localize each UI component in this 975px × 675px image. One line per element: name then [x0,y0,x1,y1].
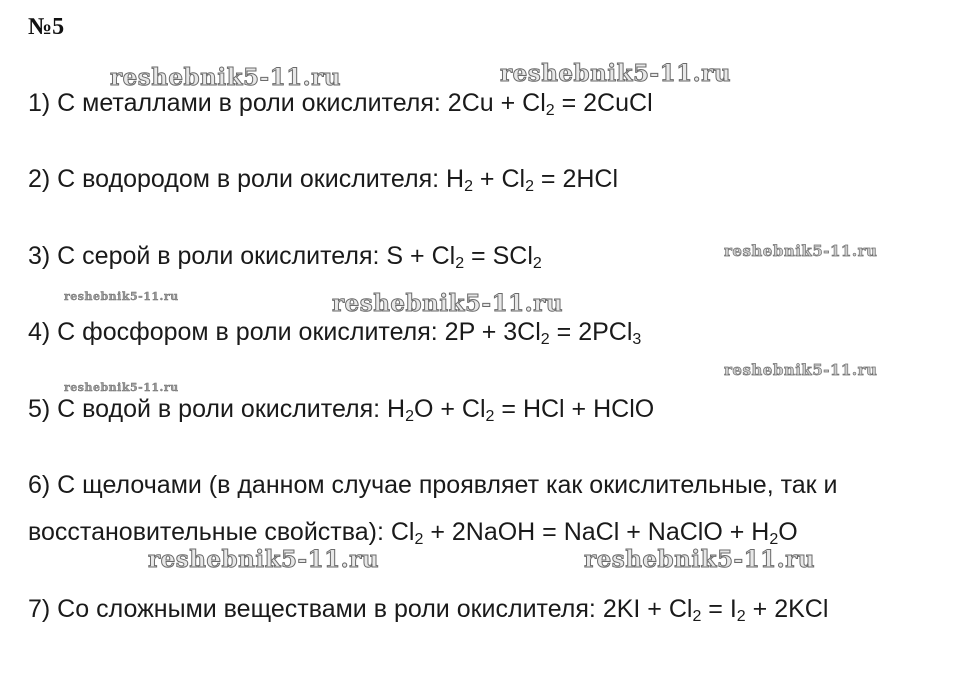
line-5-pre: 5) С водой в роли окислителя: H [28,395,406,423]
line-4-pre: 4) С фосфором в роли окислителя: 2P + 3Cl [28,318,541,346]
line-7-pre: 7) Со сложными веществами в роли окислителя: 2KI + Cl [28,595,693,623]
line-7-sub-2: 2 [736,608,746,625]
watermark: reshebnik5-11.ru [500,60,731,87]
watermark: reshebnik5-11.ru [724,242,878,260]
line-4-mid: = 2PCl [549,318,633,346]
watermark: reshebnik5-11.ru [64,290,179,303]
line-6b-tail: O [778,518,798,546]
line-3-pre: 3) С серой в роли окислителя: S + Cl [28,242,456,270]
watermark: reshebnik5-11.ru [110,64,341,91]
line-6b-pre: восстановительные свойства): Cl [28,518,415,546]
line-1-sub-1: 2 [545,102,555,119]
line-4-sub-2: 3 [632,331,642,348]
reaction-line-5 [28,394,654,424]
line-2-mid: + Cl [472,165,526,193]
watermark: reshebnik5-11.ru [724,361,878,379]
line-5-sub-1: 2 [405,408,414,425]
line-6b-sub-1: 2 [414,531,424,548]
task-number: №5 [28,14,65,40]
watermark: reshebnik5-11.ru [584,546,815,573]
reaction-line-6-part-1 [28,470,838,500]
line-3-sub-1: 2 [455,255,465,272]
reaction-line-4 [28,317,641,347]
watermark: reshebnik5-11.ru [148,546,379,573]
line-2-sub-1: 2 [464,178,473,195]
line-6b-sub-2: 2 [769,531,779,548]
line-7-mid: = I [701,595,737,623]
line-2-tail: = 2HCl [533,165,619,193]
line-5-mid: O + Cl [414,395,486,423]
line-1-text: 1) С металлами в роли окислителя: 2Cu + Cl [28,89,546,117]
watermark: reshebnik5-11.ru [332,290,563,317]
reaction-line-7 [28,594,828,624]
watermark: reshebnik5-11.ru [64,381,179,394]
line-6b-mid: + 2NaOH = NaCl + NaClO + H [423,518,770,546]
reaction-line-3 [28,241,542,271]
line-3-mid: = SCl [464,242,533,270]
line-7-sub-1: 2 [692,608,702,625]
line-7-tail: + 2KCl [745,595,829,623]
reaction-line-6-part-2 [28,517,798,547]
line-4-sub-1: 2 [540,331,550,348]
line-5-tail: = HCl + HClO [494,395,655,423]
line-3-sub-2: 2 [532,255,542,272]
line-2-pre: 2) С водородом в роли окислителя: H [28,165,465,193]
line-1-tail: = 2CuCl [554,89,653,117]
line-2-sub-2: 2 [525,178,534,195]
reaction-line-2 [28,164,618,194]
line-6a-text: 6) С щелочами (в данном случае проявляет как окислительные, так и [28,471,838,499]
line-5-sub-2: 2 [485,408,495,425]
reaction-line-1 [28,88,653,118]
